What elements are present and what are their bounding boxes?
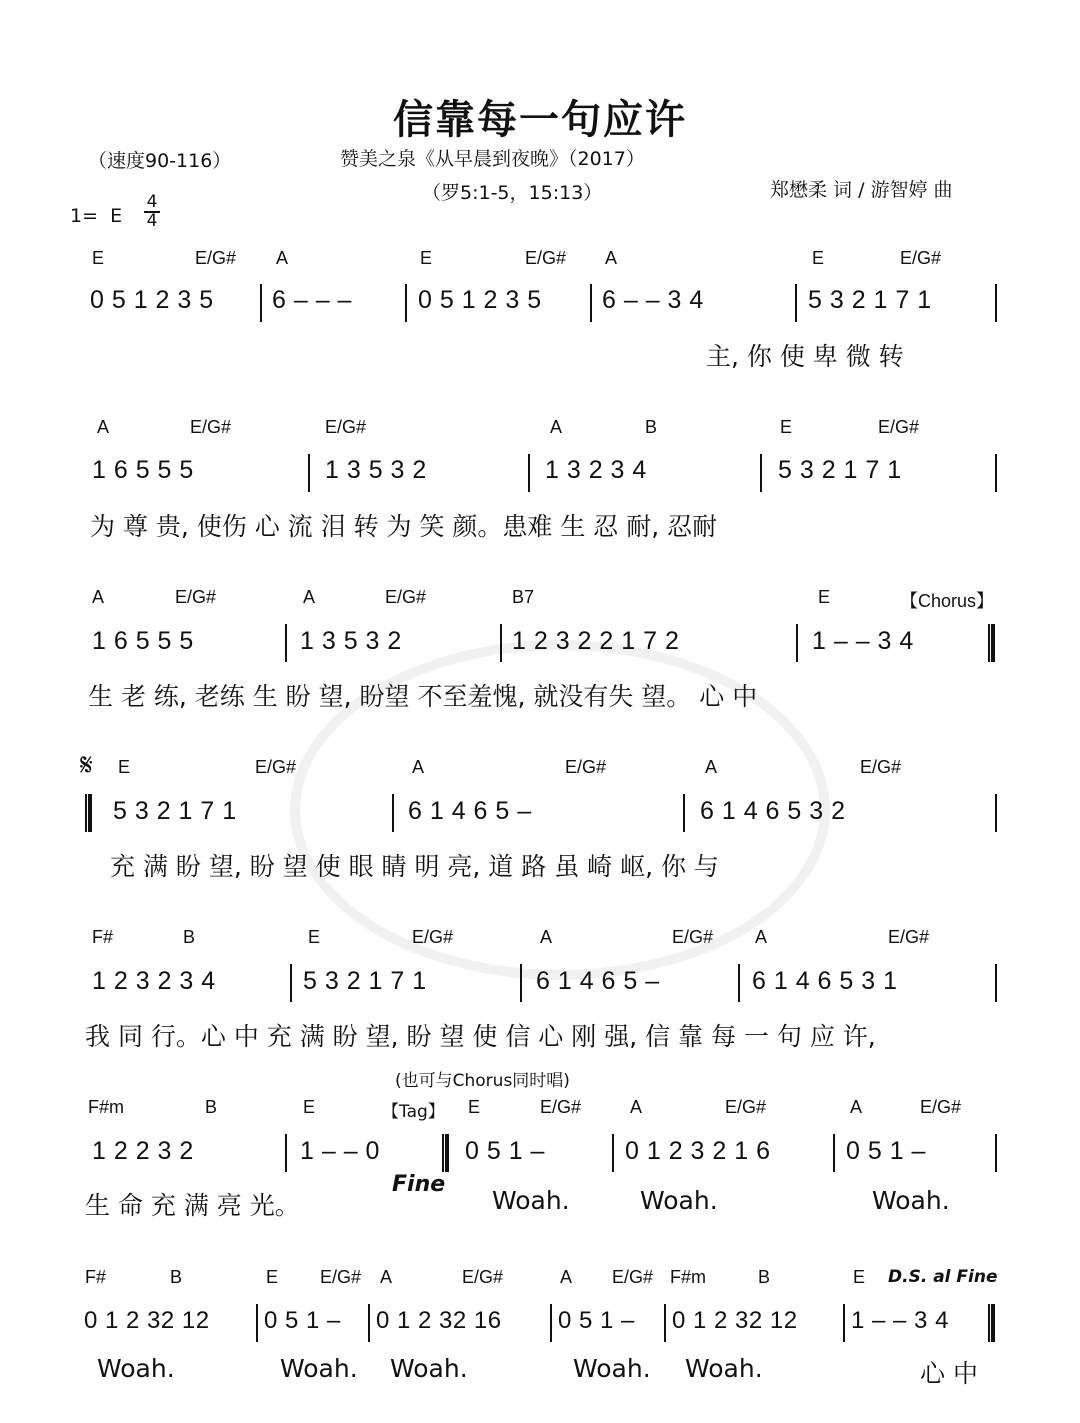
chord: A: [276, 248, 289, 268]
double-barline: [442, 1134, 449, 1172]
measure: 5 3 2 1 7 1: [778, 456, 902, 484]
measure: 5 3 2 1 7 1: [808, 286, 932, 314]
composer-credits: 郑懋柔 词 / 游智婷 曲: [770, 179, 953, 201]
measure: 0 1 2 3 2 1 6: [625, 1137, 771, 1165]
chord: E/G#: [888, 927, 930, 947]
measure: 1 – – 0: [300, 1137, 380, 1165]
measure: 0 5 1 2 3 5: [418, 286, 542, 314]
barline: [664, 1304, 666, 1342]
chord: E/G#: [612, 1267, 654, 1287]
chord: E/G#: [565, 757, 607, 777]
measure: 6 – – –: [272, 286, 352, 314]
measure: 5 3 2 1 7 1: [303, 967, 427, 995]
barline: [833, 1134, 835, 1172]
chord: B: [205, 1097, 218, 1117]
barline: [843, 1304, 845, 1342]
barline: [995, 964, 997, 1002]
barline: [760, 454, 762, 492]
chord: E: [853, 1267, 866, 1287]
chord: B: [758, 1267, 771, 1287]
barline: [368, 1304, 370, 1342]
barline: [528, 454, 530, 492]
chord: E/G#: [540, 1097, 582, 1117]
song-title: 信靠每一句应许: [393, 97, 687, 143]
measure: 1 – – 3 4: [851, 1307, 949, 1334]
key-label: 1=: [70, 205, 99, 227]
chord: E: [118, 757, 131, 777]
chord: E/G#: [175, 587, 217, 607]
chord: A: [755, 927, 768, 947]
chord: A: [303, 587, 316, 607]
tempo-marking: （速度90-116）: [88, 150, 232, 172]
measure: 5 3 2 1 7 1: [113, 797, 237, 825]
chord: E/G#: [672, 927, 714, 947]
lyrics-woah: Woah.: [573, 1354, 651, 1383]
double-barline: [85, 794, 92, 832]
barline: [500, 624, 502, 662]
lyrics-woah: Woah.: [640, 1186, 718, 1215]
barline: [995, 284, 997, 322]
barline: [995, 454, 997, 492]
barline: [256, 1304, 258, 1342]
chord: B: [170, 1267, 183, 1287]
measure: 1 3 5 3 2: [300, 627, 402, 655]
chord: A: [540, 927, 553, 947]
chord: E: [308, 927, 321, 947]
measure: 6 – – 3 4: [602, 286, 704, 314]
barline: [590, 284, 592, 322]
chord: F#: [92, 927, 114, 947]
chord: A: [850, 1097, 863, 1117]
measure: 0 5 1 –: [558, 1307, 635, 1334]
measure: 0 1 2 32 12: [84, 1307, 210, 1334]
barline: [290, 964, 292, 1002]
chord: E/G#: [325, 417, 367, 437]
measure: 1 2 3 2 2 1 7 2: [512, 627, 680, 655]
barline: [260, 284, 262, 322]
lyrics-line: 为 尊 贵, 使伤 心 流 泪 转 为 笑 颜。患难 生 忍 耐, 忍耐: [90, 512, 718, 541]
measure: 1 2 3 2 3 4: [92, 967, 216, 995]
measure: 1 6 5 5 5: [92, 627, 194, 655]
barline: [520, 964, 522, 1002]
measure: 6 1 4 6 5 3 1: [752, 967, 898, 995]
lyrics-woah: Woah.: [492, 1186, 570, 1215]
lyrics-line: 心 中: [920, 1359, 978, 1388]
chord: A: [550, 417, 563, 437]
time-signature: [144, 194, 160, 230]
lyrics-woah: Woah.: [685, 1354, 763, 1383]
chord: E/G#: [860, 757, 902, 777]
chord: E/G#: [878, 417, 920, 437]
source-album: 赞美之泉《从早晨到夜晚》（2017）: [340, 148, 645, 170]
fine-marking: Fine: [392, 1172, 446, 1197]
measure: 1 2 2 3 2: [92, 1137, 194, 1165]
barline: [405, 284, 407, 322]
chord: A: [92, 587, 105, 607]
ds-al-fine-marking: D.S. al Fine: [888, 1267, 998, 1287]
chord: E: [303, 1097, 316, 1117]
chord: E/G#: [195, 248, 237, 268]
chord: A: [380, 1267, 393, 1287]
barline: [550, 1304, 552, 1342]
lyrics-line: 充 满 盼 望, 盼 望 使 眼 睛 明 亮, 道 路 虽 崎 岖, 你 与: [110, 852, 719, 881]
chord: E/G#: [190, 417, 232, 437]
measure: 0 1 2 32 12: [672, 1307, 798, 1334]
chord: E: [468, 1097, 481, 1117]
chord: B: [183, 927, 196, 947]
lyrics-line: 主, 你 使 卑 微 转: [706, 342, 904, 371]
section-label-chorus: 【Chorus】: [900, 591, 995, 611]
chord: A: [412, 757, 425, 777]
barline: [285, 624, 287, 662]
key-letter: E: [110, 205, 123, 227]
measure: 6 1 4 6 5 3 2: [700, 797, 846, 825]
barline: [308, 454, 310, 492]
barline: [683, 794, 685, 832]
barline: [285, 1134, 287, 1172]
time-bottom: 4: [144, 211, 160, 230]
chord: A: [705, 757, 718, 777]
lyrics-line: 我 同 行。心 中 充 满 盼 望, 盼 望 使 信 心 刚 强, 信 靠 每 一 句 应 许,: [85, 1022, 876, 1051]
barline: [995, 794, 997, 832]
measure: 1 3 2 3 4: [545, 456, 647, 484]
chord: E/G#: [900, 248, 942, 268]
chord: E: [780, 417, 793, 437]
chord: E/G#: [920, 1097, 962, 1117]
key-signature: [70, 205, 122, 227]
measure: 0 5 1 2 3 5: [90, 286, 214, 314]
barline: [796, 624, 798, 662]
chord: F#m: [88, 1097, 124, 1117]
time-top: 4: [146, 192, 158, 212]
chord: E: [818, 587, 831, 607]
chord: F#: [85, 1267, 107, 1287]
measure: 6 1 4 6 5 –: [536, 967, 660, 995]
performance-note: (也可与Chorus同时唱): [395, 1071, 570, 1091]
segno-sign: 𝄋: [80, 748, 93, 783]
barline: [612, 1134, 614, 1172]
barline: [738, 964, 740, 1002]
chord: A: [605, 248, 618, 268]
chord: A: [97, 417, 110, 437]
lyrics-line: 生 命 充 满 亮 光。: [85, 1191, 300, 1220]
chord: E: [266, 1267, 279, 1287]
lyrics-line: 生 老 练, 老练 生 盼 望, 盼望 不至羞愧, 就没有失 望。 心 中: [88, 682, 758, 711]
scripture-ref: （罗5:1-5，15:13）: [422, 182, 603, 204]
barline: [392, 794, 394, 832]
chord: E/G#: [462, 1267, 504, 1287]
lyrics-woah: Woah.: [390, 1354, 468, 1383]
lyrics-woah: Woah.: [97, 1354, 175, 1383]
chord: E/G#: [725, 1097, 767, 1117]
measure: 1 6 5 5 5: [92, 456, 194, 484]
chord: E/G#: [255, 757, 297, 777]
measure: 6 1 4 6 5 –: [408, 797, 532, 825]
chord: A: [630, 1097, 643, 1117]
lyrics-woah: Woah.: [280, 1354, 358, 1383]
barline: [995, 1134, 997, 1172]
measure: 1 3 5 3 2: [325, 456, 427, 484]
chord: E/G#: [525, 248, 567, 268]
chord: A: [560, 1267, 573, 1287]
double-barline: [988, 1304, 995, 1342]
chord: E: [92, 248, 105, 268]
chord: E: [812, 248, 825, 268]
measure: 0 5 1 –: [465, 1137, 545, 1165]
barline: [795, 284, 797, 322]
lyrics-woah: Woah.: [872, 1186, 950, 1215]
chord: B: [645, 417, 658, 437]
measure: 0 1 2 32 16: [376, 1307, 502, 1334]
chord: E: [420, 248, 433, 268]
measure: 0 5 1 –: [264, 1307, 341, 1334]
chord: B7: [512, 587, 535, 607]
chord: F#m: [670, 1267, 706, 1287]
measure: 0 5 1 –: [846, 1137, 926, 1165]
measure: 1 – – 3 4: [812, 627, 914, 655]
chord: E/G#: [412, 927, 454, 947]
section-label-tag: 【Tag】: [382, 1102, 445, 1122]
chord: E/G#: [385, 587, 427, 607]
double-barline: [988, 624, 995, 662]
chord: E/G#: [320, 1267, 362, 1287]
